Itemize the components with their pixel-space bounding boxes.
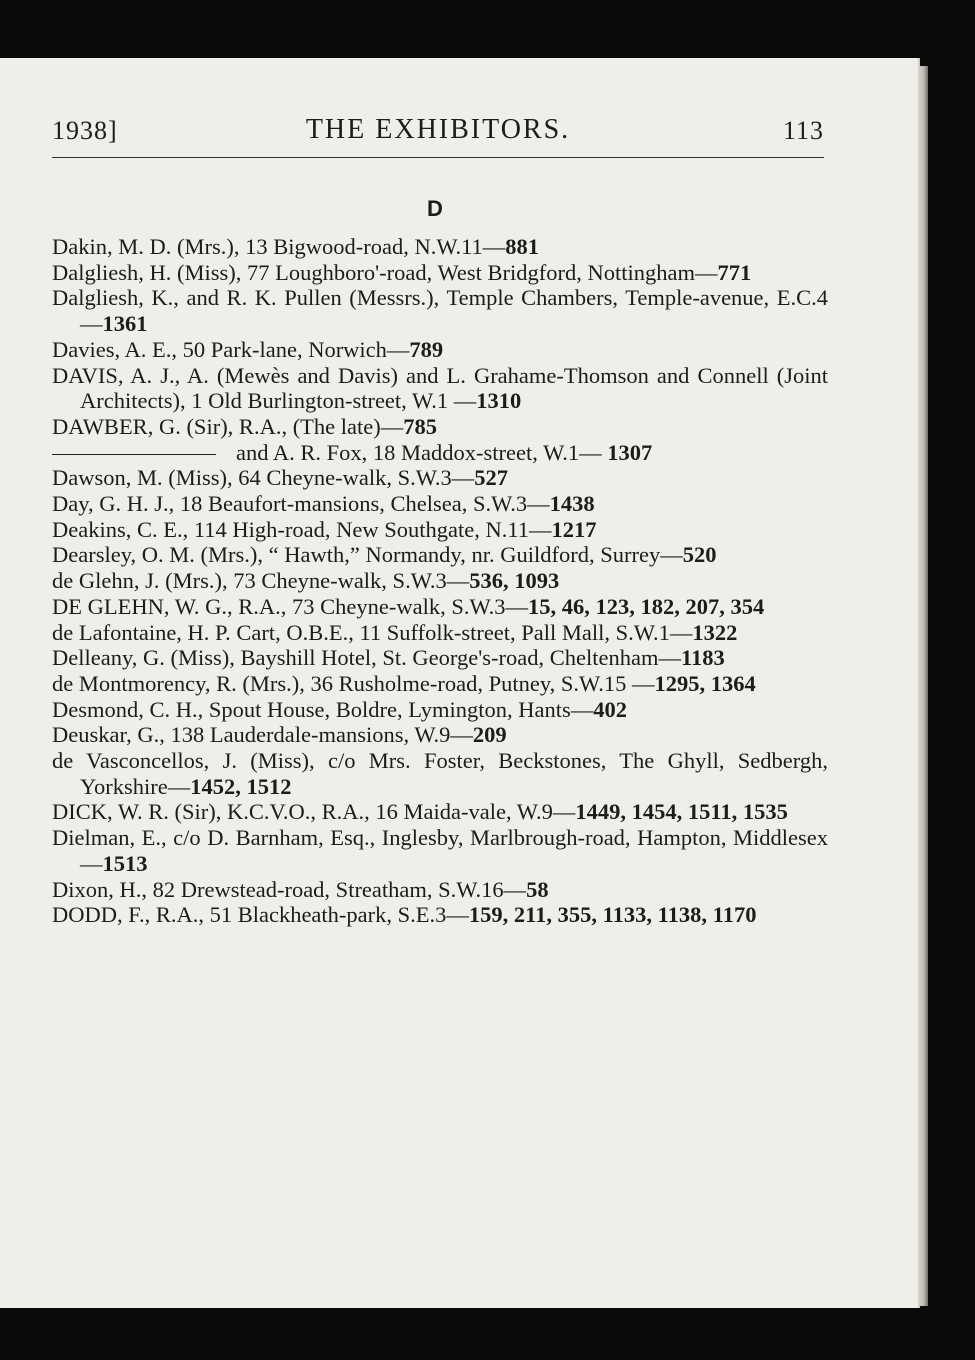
entry-text: Desmond, C. H., Spout House, Boldre, Lymington, Hants— (52, 696, 594, 722)
list-item (52, 645, 828, 671)
list-item (52, 671, 828, 697)
list-item (52, 748, 828, 799)
entry-text: de Montmorency, R. (Mrs.), 36 Rusholme-road, Putney, S.W.15 — (52, 670, 655, 696)
entry-text: Dalgliesh, K., and R. K. Pullen (Messrs.), Temple Chambers, Temple-avenue, E.C.4— (52, 285, 828, 337)
entry-refs: 15, 46, 123, 182, 207, 354 (528, 593, 765, 619)
list-item (52, 620, 828, 646)
entry-refs: 771 (717, 259, 752, 285)
entry-text: DODD, F., R.A., 51 Blackheath-park, S.E.3— (52, 902, 469, 928)
entry-text: de Vasconcellos, J. (Miss), c/o Mrs. Foster, Beckstones, The Ghyll, Sedbergh, Yorkshire— (52, 748, 828, 799)
entry-refs: 209 (472, 722, 507, 748)
entry-refs: 527 (474, 465, 509, 491)
list-item (52, 260, 828, 286)
entry-refs: 1513 (102, 850, 148, 876)
ditto-dash (52, 454, 216, 455)
entry-text: Delleany, G. (Miss), Bayshill Hotel, St. George's-road, Cheltenham— (52, 645, 681, 671)
entry-text: DICK, W. R. (Sir), K.C.V.O., R.A., 16 Maida-vale, W.9— (52, 799, 576, 825)
list-item (52, 877, 828, 903)
list-item (52, 337, 828, 363)
entry-text: Dielman, E., c/o D. Barnham, Esq., Inglesby, Marlbrough-road, Hampton, Middlesex— (52, 825, 828, 876)
entry-refs: 881 (505, 234, 540, 259)
header-title: THE EXHIBITORS. (305, 114, 571, 145)
entry-refs: 402 (593, 696, 627, 722)
exhibitor-list (52, 234, 828, 928)
list-item (52, 363, 828, 414)
list-item (52, 491, 828, 517)
entry-refs: 1310 (476, 388, 522, 414)
entry-text: Day, G. H. J., 18 Beaufort-mansions, Chelsea, S.W.3— (52, 491, 550, 517)
list-item (52, 722, 828, 748)
entry-text: and A. R. Fox, 18 Maddox-street, W.1— (236, 439, 608, 465)
list-item (52, 902, 828, 928)
entry-text: de Lafontaine, H. P. Cart, O.B.E., 11 Suffolk-street, Pall Mall, S.W.1— (52, 619, 693, 645)
list-item (52, 542, 828, 568)
entry-text: Dixon, H., 82 Drewstead-road, Streatham, S.W.16— (52, 876, 527, 902)
entry-text: DAWBER, G. (Sir), R.A., (The late)— (52, 413, 404, 439)
entry-refs: 1361 (102, 311, 148, 337)
list-item (52, 568, 828, 594)
entry-refs: 789 (409, 336, 444, 362)
list-item (52, 697, 828, 723)
page-number: 113 (782, 116, 824, 145)
header-year: 1938] (52, 116, 118, 145)
entry-refs: 1295, 1364 (654, 670, 756, 696)
entry-text: DE GLEHN, W. G., R.A., 73 Cheyne-walk, S.W.3— (52, 593, 529, 619)
entry-text: Davies, A. E., 50 Park-lane, Norwich— (52, 336, 410, 362)
entry-text: Dalgliesh, H. (Miss), 77 Loughboro'-road, West Bridgford, Nottingham— (52, 259, 718, 285)
list-item (52, 517, 828, 543)
entry-refs: 1322 (692, 619, 738, 645)
list-item (52, 594, 828, 620)
entry-refs: 785 (403, 413, 438, 439)
entry-text: de Glehn, J. (Mrs.), 73 Cheyne-walk, S.W.3— (52, 568, 470, 594)
running-header (52, 112, 824, 152)
entry-refs: 58 (526, 876, 549, 902)
list-item (52, 414, 828, 440)
entry-refs: 1449, 1454, 1511, 1535 (575, 799, 788, 825)
list-item (52, 440, 828, 466)
entry-refs: 1183 (680, 645, 725, 671)
list-item (52, 234, 828, 260)
entry-text: Deuskar, G., 138 Lauderdale-mansions, W.9— (52, 722, 473, 748)
section-letter: D (427, 196, 443, 221)
entry-text: DAVIS, A. J., A. (Mewès and Davis) and L. Grahame-Thomson and Connell (Joint Architects), 1 Old Burlington-street, W.1 — (52, 362, 828, 414)
page-edge (918, 66, 928, 1306)
entry-refs: 520 (682, 542, 717, 568)
entry-text: Dearsley, O. M. (Mrs.), “ Hawth,” Normandy, nr. Guildford, Surrey— (52, 542, 683, 568)
entry-refs: 1438 (549, 491, 595, 517)
entry-refs: 1307 (607, 439, 653, 465)
list-item (52, 825, 828, 876)
entry-text: Dawson, M. (Miss), 64 Cheyne-walk, S.W.3— (52, 465, 475, 491)
entry-refs: 536, 1093 (469, 568, 560, 594)
entry-refs: 1217 (551, 516, 597, 542)
header-rule (52, 157, 824, 158)
list-item (52, 465, 828, 491)
list-item (52, 285, 828, 336)
entry-text: Dakin, M. D. (Mrs.), 13 Bigwood-road, N.W.11— (52, 234, 506, 259)
entry-refs: 159, 211, 355, 1133, 1138, 1170 (468, 902, 757, 928)
entry-refs: 1452, 1512 (190, 773, 292, 799)
list-item (52, 799, 828, 825)
entry-text: Deakins, C. E., 114 High-road, New Southgate, N.11— (52, 516, 552, 542)
